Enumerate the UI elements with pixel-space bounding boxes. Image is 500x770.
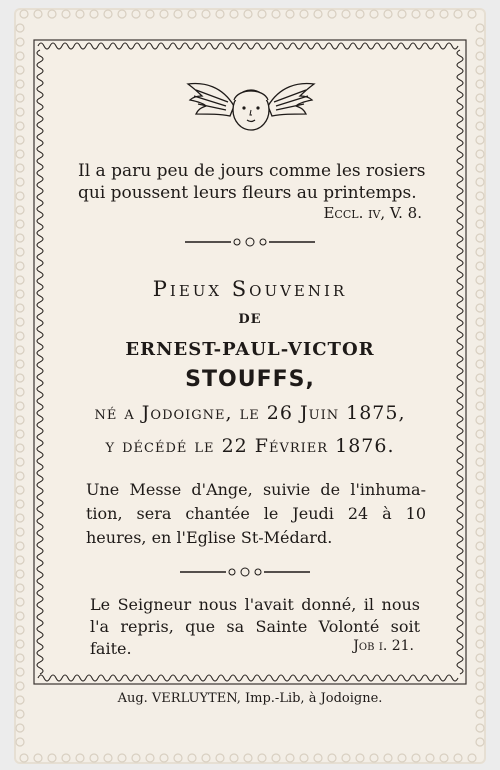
birth-line: né a Jodoigne, le 26 Juin 1875, <box>94 402 406 424</box>
ornamental-divider-icon <box>180 566 310 578</box>
card-title: Pieux Souvenir <box>152 277 348 301</box>
printer-credit: Aug. VERLUYTEN, Imp.-Lib, à Jodoigne. <box>117 691 383 706</box>
mass-announcement: Une Messe d'Ange, suivie de l'inhuma-tion, sera chantée le Jeudi 24 à 10 heures, en l'Eglise St-Médard. <box>86 480 426 547</box>
death-line: y décédé le 22 Février 1876. <box>105 435 395 457</box>
closing-reference: Job i. 21. <box>353 638 414 654</box>
winged-cherub-icon <box>186 76 316 140</box>
closing-verse: Le Seigneur nous l'avait donné, il nous l'a repris, que sa Sainte Volonté soit faite. <box>90 595 420 658</box>
epigraph-text: Il a paru peu de jours comme les rosiers qui poussent leurs fleurs au printemps. <box>78 161 426 203</box>
deceased-surname: STOUFFS, <box>185 367 315 392</box>
epigraph-reference: Eccl. iv, V. 8. <box>323 204 422 222</box>
deceased-first-names: ERNEST-PAUL-VICTOR <box>125 339 375 360</box>
ornamental-divider-icon <box>185 236 315 248</box>
title-de: DE <box>238 312 262 327</box>
